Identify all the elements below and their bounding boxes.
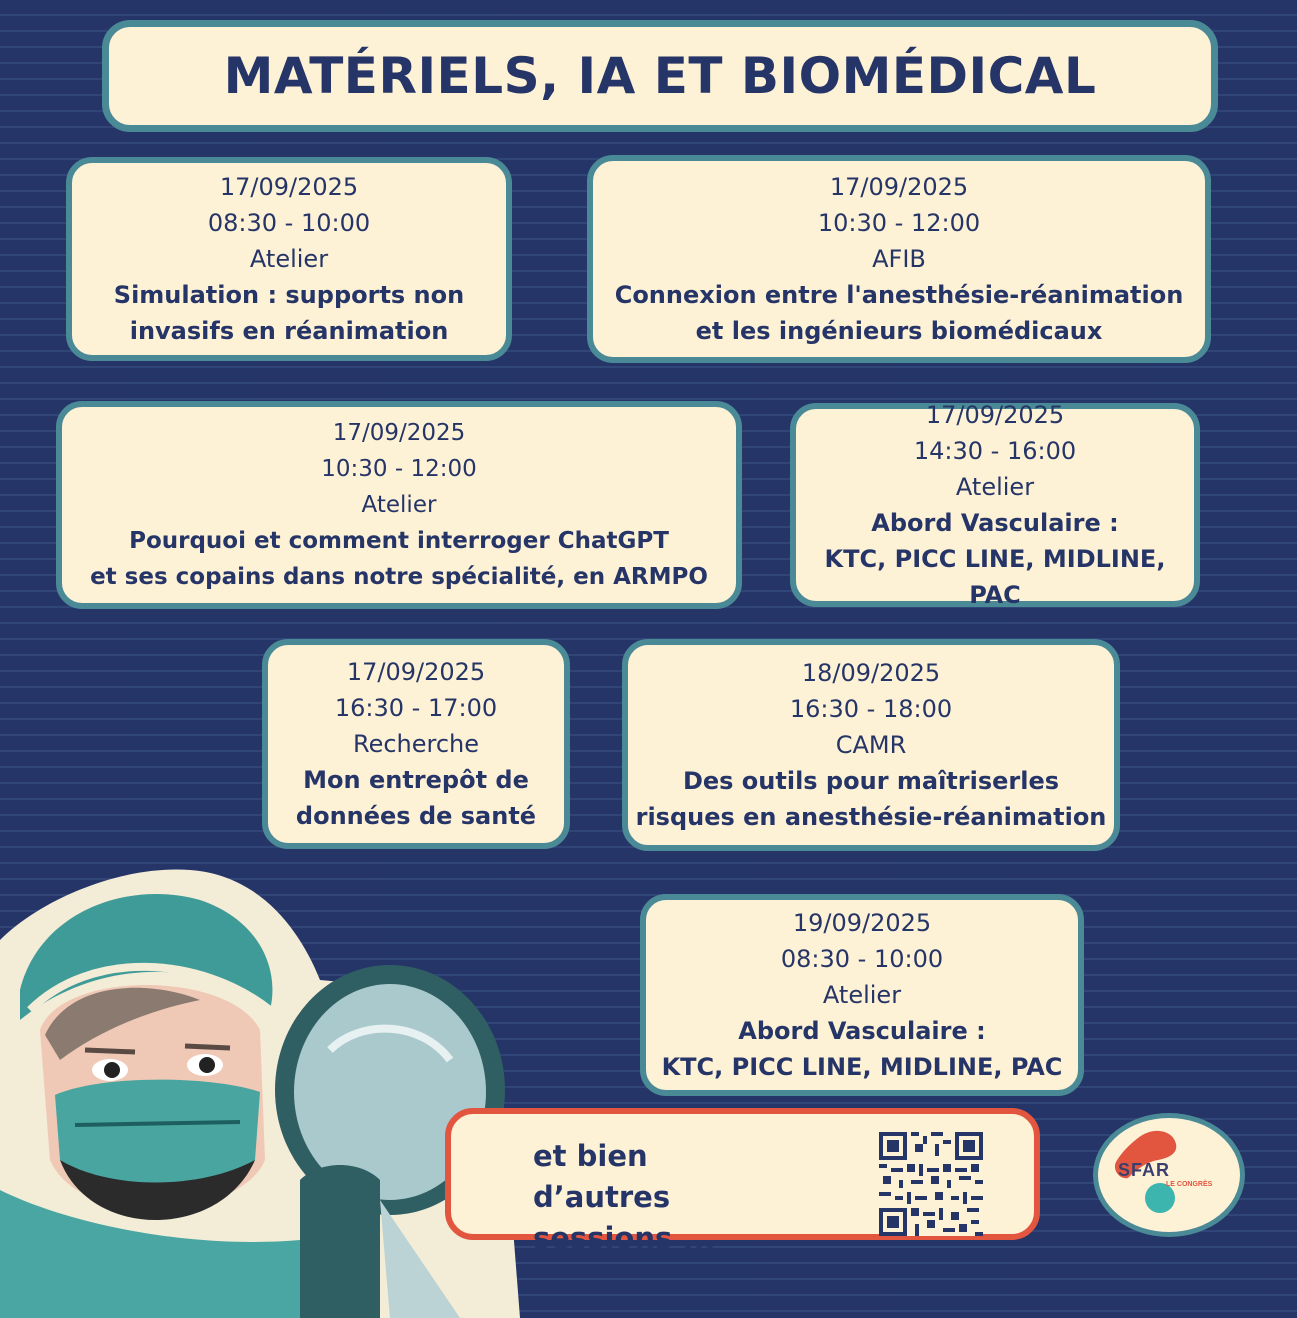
session-card[interactable]	[262, 639, 570, 849]
session-title: invasifs en réanimation	[129, 317, 449, 345]
session-card[interactable]	[622, 639, 1120, 851]
session-date: 17/09/2025	[219, 173, 359, 201]
session-time: 08:30 - 10:00	[780, 945, 944, 973]
session-date: 19/09/2025	[792, 909, 932, 937]
session-card[interactable]	[66, 157, 512, 361]
session-date: 17/09/2025	[332, 420, 466, 446]
session-time: 10:30 - 12:00	[817, 209, 981, 237]
header-banner	[102, 20, 1218, 132]
session-title: données de santé	[295, 802, 537, 830]
session-title: et ses copains dans notre spécialité, en ARMPO	[90, 564, 708, 590]
logo-subtitle: LE CONGRÈS	[1166, 1181, 1213, 1188]
session-title: Abord Vasculaire :	[738, 1017, 986, 1045]
session-date: 18/09/2025	[801, 659, 941, 687]
session-date: 17/09/2025	[829, 173, 969, 201]
session-title: et les ingénieurs biomédicaux	[695, 317, 1103, 345]
session-date: 17/09/2025	[925, 401, 1065, 429]
session-time: 16:30 - 18:00	[789, 695, 953, 723]
qr-code-icon[interactable]	[879, 1132, 983, 1236]
session-time: 16:30 - 17:00	[334, 694, 498, 722]
session-title: Connexion entre l'anesthésie-réanimation	[614, 281, 1184, 309]
session-type: Atelier	[955, 473, 1035, 501]
more-sessions-line1: et bien d’autres	[533, 1139, 671, 1214]
sfar-logo	[1093, 1113, 1245, 1237]
nurse-illustration	[0, 860, 520, 1318]
session-date: 17/09/2025	[346, 658, 486, 686]
session-title: Abord Vasculaire :	[871, 509, 1119, 537]
session-type: CAMR	[835, 731, 907, 759]
page-title: MATÉRIELS, IA ET BIOMÉDICAL	[223, 47, 1097, 105]
session-title: Pourquoi et comment interroger ChatGPT	[129, 528, 669, 554]
more-sessions-banner[interactable]	[445, 1108, 1040, 1255]
logo-name: SFAR	[1118, 1160, 1171, 1180]
session-title: KTC, PICC LINE, MIDLINE, PAC	[824, 545, 1166, 609]
session-time: 10:30 - 12:00	[321, 456, 477, 482]
session-card[interactable]	[790, 403, 1200, 607]
session-title: Mon entrepôt de	[303, 766, 529, 794]
session-time: 08:30 - 10:00	[207, 209, 371, 237]
session-type: Atelier	[361, 492, 437, 518]
session-title: risques en anesthésie-réanimation	[635, 803, 1107, 831]
more-sessions-text	[533, 1136, 793, 1259]
session-card[interactable]	[587, 155, 1211, 363]
session-type: Recherche	[352, 730, 480, 758]
more-sessions-line2: sessions ...	[533, 1221, 716, 1255]
session-title: Des outils pour maîtriserles	[682, 767, 1060, 795]
session-type: Atelier	[249, 245, 329, 273]
session-card[interactable]	[640, 894, 1084, 1096]
session-title: Simulation : supports non	[113, 281, 465, 309]
session-time: 14:30 - 16:00	[913, 437, 1077, 465]
session-title: KTC, PICC LINE, MIDLINE, PAC	[661, 1053, 1063, 1081]
session-card[interactable]	[56, 401, 742, 609]
session-type: Atelier	[822, 981, 902, 1009]
session-type: AFIB	[872, 245, 926, 273]
